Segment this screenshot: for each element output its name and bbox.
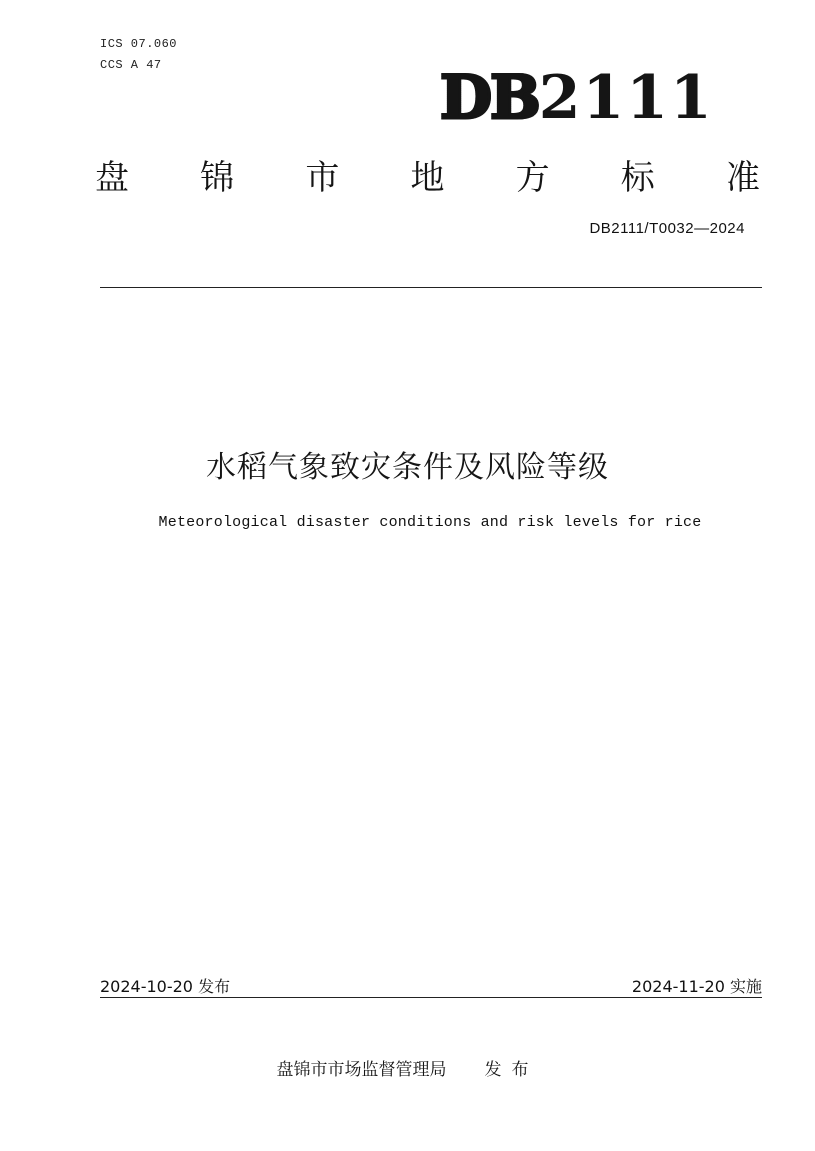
standard-number: DB2111/T0032—2024 [589,220,745,237]
ccs-code: CCS A 47 [100,58,162,72]
standard-type-char: 盘 [95,158,129,198]
db-logo-letters: DB [440,63,539,133]
bottom-divider [100,997,762,998]
standard-type-char: 地 [410,158,445,198]
ics-code: ICS 07.060 [100,37,178,51]
effective-date: 2024-11-20 实施 [631,977,762,996]
publish-date: 2024-10-20 发布 [100,977,231,996]
issuer-action: 发布 [484,1060,539,1080]
standard-type-char: 市 [305,158,340,198]
document-title-english: Meteorological disaster conditions and risk levels for rice [158,514,702,531]
standard-type-char: 准 [725,158,760,198]
standard-type-char: 锦 [200,158,235,198]
standard-type-char: 标 [620,158,655,198]
top-divider [100,287,762,288]
document-title: 水稻气象致灾条件及风险等级 [206,450,609,485]
db-logo [440,63,714,133]
date-row [100,974,762,997]
issuer-line [0,1055,815,1080]
issuer-name: 盘锦市市场监督管理局 [276,1060,447,1080]
standard-type-title [95,150,760,199]
standard-type-char: 方 [515,158,550,198]
db-logo-number: 2111 [538,63,714,133]
